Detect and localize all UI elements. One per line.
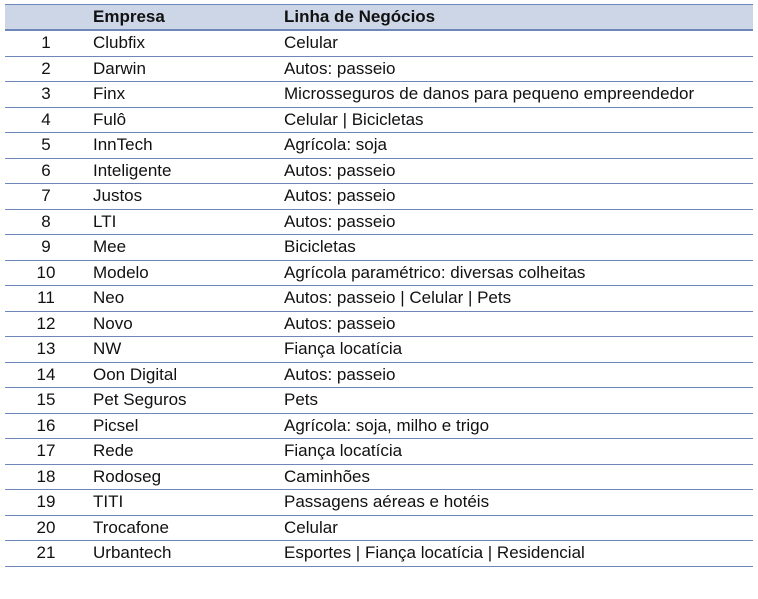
- row-empresa: TITI: [87, 490, 278, 516]
- table-row: [5, 388, 753, 414]
- table-row: [5, 490, 753, 516]
- row-empresa: Trocafone: [87, 515, 278, 541]
- row-empresa: Urbantech: [87, 541, 278, 567]
- row-linha: Microsseguros de danos para pequeno empreendedor: [278, 82, 753, 108]
- row-empresa: Rede: [87, 439, 278, 465]
- row-linha: Pets: [278, 388, 753, 414]
- row-number: 3: [5, 82, 87, 108]
- row-empresa: InnTech: [87, 133, 278, 159]
- row-number: 5: [5, 133, 87, 159]
- row-empresa: Inteligente: [87, 158, 278, 184]
- row-number: 16: [5, 413, 87, 439]
- row-number: 1: [5, 30, 87, 56]
- row-empresa: Picsel: [87, 413, 278, 439]
- row-linha: Agrícola paramétrico: diversas colheitas: [278, 260, 753, 286]
- row-empresa: NW: [87, 337, 278, 363]
- row-linha: Autos: passeio: [278, 209, 753, 235]
- companies-table-container: [5, 5, 753, 567]
- companies-table: [5, 5, 753, 567]
- row-number: 12: [5, 311, 87, 337]
- table-row: [5, 337, 753, 363]
- table-row: [5, 439, 753, 465]
- row-number: 4: [5, 107, 87, 133]
- row-linha: Agrícola: soja: [278, 133, 753, 159]
- row-number: 11: [5, 286, 87, 312]
- row-empresa: Clubfix: [87, 30, 278, 56]
- row-linha: Autos: passeio | Celular | Pets: [278, 286, 753, 312]
- row-empresa: Darwin: [87, 56, 278, 82]
- header-linha-de-negocios: Linha de Negócios: [278, 5, 753, 30]
- row-empresa: Neo: [87, 286, 278, 312]
- row-number: 21: [5, 541, 87, 567]
- table-row: [5, 413, 753, 439]
- row-number: 18: [5, 464, 87, 490]
- table-row: [5, 158, 753, 184]
- row-number: 9: [5, 235, 87, 261]
- table-row: [5, 515, 753, 541]
- table-row: [5, 235, 753, 261]
- row-empresa: Rodoseg: [87, 464, 278, 490]
- table-row: [5, 184, 753, 210]
- row-linha: Fiança locatícia: [278, 439, 753, 465]
- row-empresa: Finx: [87, 82, 278, 108]
- row-number: 20: [5, 515, 87, 541]
- table-row: [5, 286, 753, 312]
- table-row: [5, 82, 753, 108]
- row-linha: Autos: passeio: [278, 56, 753, 82]
- row-linha: Autos: passeio: [278, 362, 753, 388]
- row-number: 19: [5, 490, 87, 516]
- row-linha: Passagens aéreas e hotéis: [278, 490, 753, 516]
- table-row: [5, 362, 753, 388]
- row-number: 15: [5, 388, 87, 414]
- row-linha: Esportes | Fiança locatícia | Residencial: [278, 541, 753, 567]
- row-linha: Autos: passeio: [278, 158, 753, 184]
- row-empresa: Justos: [87, 184, 278, 210]
- row-empresa: Fulô: [87, 107, 278, 133]
- row-number: 10: [5, 260, 87, 286]
- table-row: [5, 311, 753, 337]
- table-row: [5, 260, 753, 286]
- table-row: [5, 107, 753, 133]
- table-header: [5, 5, 753, 30]
- row-linha: Fiança locatícia: [278, 337, 753, 363]
- row-number: 17: [5, 439, 87, 465]
- row-linha: Celular | Bicicletas: [278, 107, 753, 133]
- row-number: 8: [5, 209, 87, 235]
- header-empresa: Empresa: [87, 5, 278, 30]
- row-empresa: Mee: [87, 235, 278, 261]
- row-linha: Caminhões: [278, 464, 753, 490]
- row-linha: Agrícola: soja, milho e trigo: [278, 413, 753, 439]
- table-body: [5, 30, 753, 566]
- header-row: [5, 5, 753, 30]
- row-linha: Bicicletas: [278, 235, 753, 261]
- table-row: [5, 209, 753, 235]
- row-empresa: LTI: [87, 209, 278, 235]
- row-linha: Celular: [278, 30, 753, 56]
- row-number: 14: [5, 362, 87, 388]
- table-row: [5, 464, 753, 490]
- row-number: 6: [5, 158, 87, 184]
- row-linha: Celular: [278, 515, 753, 541]
- row-empresa: Pet Seguros: [87, 388, 278, 414]
- header-number: [5, 5, 87, 30]
- row-number: 13: [5, 337, 87, 363]
- row-empresa: Novo: [87, 311, 278, 337]
- row-number: 7: [5, 184, 87, 210]
- table-row: [5, 133, 753, 159]
- table-row: [5, 30, 753, 56]
- row-empresa: Modelo: [87, 260, 278, 286]
- table-row: [5, 56, 753, 82]
- table-row: [5, 541, 753, 567]
- row-linha: Autos: passeio: [278, 311, 753, 337]
- row-number: 2: [5, 56, 87, 82]
- row-empresa: Oon Digital: [87, 362, 278, 388]
- row-linha: Autos: passeio: [278, 184, 753, 210]
